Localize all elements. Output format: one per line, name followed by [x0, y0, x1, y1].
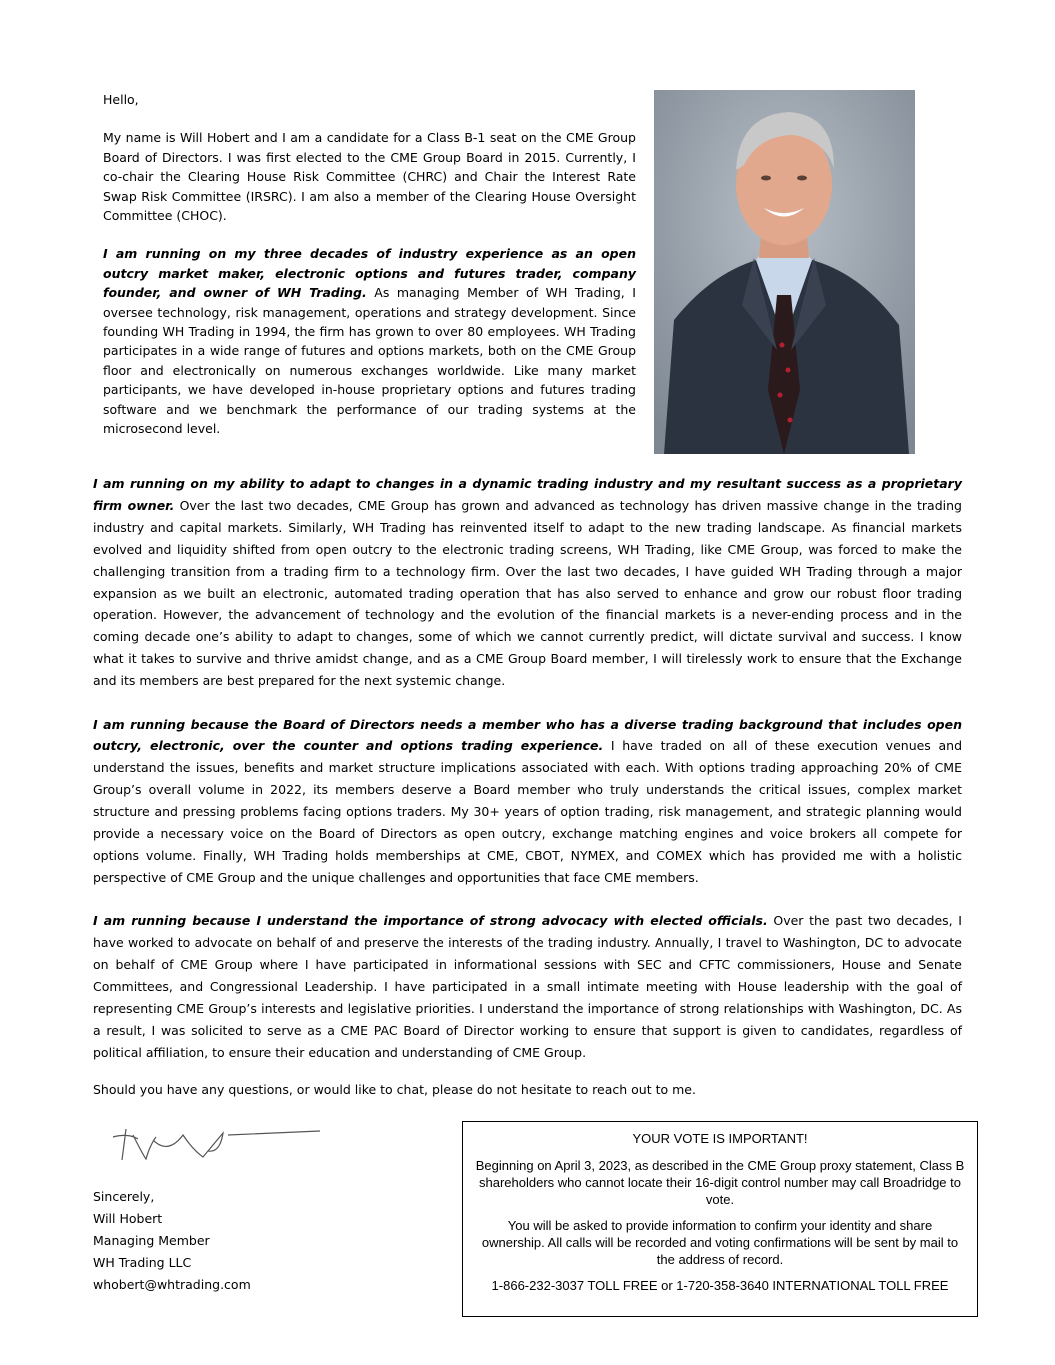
sincerely: Sincerely, — [93, 1189, 155, 1204]
portrait-image — [654, 90, 915, 454]
intro-paragraph-2 — [103, 244, 636, 438]
vote-info-box — [462, 1121, 978, 1317]
body-p3-lead: I am running because I understand the importance of strong advocacy with elected officials. — [93, 913, 768, 929]
body-p1-text: Over the last two decades, CME Group has grown and advanced as technology has driven massive change in the trading industry and capital markets. Similarly, WH Trading has reinvented itself to adapt to the new trading landscape. As financial markets evolved and liquidity shifted from open outcry to the electronic trading screens, WH Trading, like CME Group, was forced to make the challenging transition from a trading firm to a technology firm. Over the last two decades, I have guided WH Trading through a major expansion as we built an electronic, automated trading operation that has also served to enhance and grow our robust floor trading operation. However, the advancement of technology and the evolution of the financial markets is a never-ending process and in the coming decade one’s ability to adapt to changes, some of which we cannot currently predict, will dictate survival and success. I know what it takes to survive and thrive amidst change, and as a CME Group Board member, I will tirelessly work to ensure that the Exchange and its members are best prepared for the next systemic change. — [93, 497, 962, 689]
signer-company: WH Trading LLC — [93, 1254, 192, 1270]
body-paragraph-3 — [93, 910, 962, 1063]
signoff-block — [93, 1186, 251, 1296]
intro-paragraph-1: My name is Will Hobert and I am a candidate for a Class B-1 seat on the CME Group Board of Directors. I was first elected to the CME Group Board in 2015. Currently, I co-chair the Clearing House Risk Committee (CHRC) and Chair the Interest Rate Swap Risk Committee (IRSRC). I am also a member of the Clearing House Oversight Committee (CHOC). — [103, 130, 636, 224]
vote-box-phone-numbers: 1-866-232-3037 TOLL FREE or 1-720-358-3640 INTERNATIONAL TOLL FREE — [491, 1278, 949, 1293]
closing-line: Should you have any questions, or would like to chat, please do not hesitate to reach out to me. — [93, 1082, 696, 1097]
body-section — [93, 473, 962, 1085]
signer-title: Managing Member — [93, 1232, 210, 1248]
body-p3-text: Over the past two decades, I have worked to advocate on behalf of and preserve the interests of the trading industry. Annually, I travel to Washington, DC to advocate on behalf of CME Group where I have participated in informational sessions with SEC and CFTC commissioners, House and Senate Committees, and Congressional Leadership. I have participated in a small intimate meeting with House leadership with the goal of representing CME Group’s interests and legislative priorities. I understand the importance of strong relationships with Washington, DC. As a result, I was solicited to serve as a CME PAC Board of Director working to ensure that support is given to candidates, regardless of political affiliation, to ensure their education and understanding of CME Group. — [93, 913, 962, 1060]
vote-box-paragraph-1: Beginning on April 3, 2023, as described in the CME Group proxy statement, Class B shareholders who cannot locate their 16-digit control number may call Broadridge to vote. — [475, 1158, 965, 1207]
intro-p2-lead: I am running on my three decades of industry experience as an open outcry market maker, electronic options and futures trader, company founder, and owner of WH Trading. — [103, 246, 636, 301]
vote-box-title: YOUR VOTE IS IMPORTANT! — [632, 1131, 808, 1146]
vote-box-paragraph-2: You will be asked to provide information to confirm your identity and share ownership. All calls will be recorded and voting confirmations will be sent by mail to the address of record. — [481, 1218, 959, 1267]
signer-name: Will Hobert — [93, 1210, 163, 1226]
intro-p2-text: As managing Member of WH Trading, I oversee technology, risk management, operations and strategy development. Since founding WH Trading in 1994, the firm has grown to over 80 employees. WH Trading participates in a wide range of futures and options markets, both on the CME Group floor and electronically on numerous exchanges worldwide. Like many market participants, we have developed in-house proprietary options and futures trading software and we benchmark the performance of our trading systems at the microsecond level. — [103, 285, 636, 437]
body-paragraph-2 — [93, 714, 962, 889]
body-p1-lead: I am running on my ability to adapt to changes in a dynamic trading industry and my resultant success as a proprietary firm owner. — [93, 476, 962, 513]
body-paragraph-1 — [93, 473, 962, 692]
signature-image — [108, 1115, 323, 1165]
body-p2-text: I have traded on all of these execution venues and understand the issues, benefits and market structure implications associated with each. With options trading approaching 20% of CME Group’s overall volume in 2022, its members deserve a Board member who truly understands the critical issues, complex market structure and pressing problems facing options traders. My 30+ years of option trading, risk management, and strategic planning would provide a necessary voice on the Board of Directors as open outcry, exchange matching engines and voice brokers all compete for options volume. Finally, WH Trading holds memberships at CME, CBOT, NYMEX, and COMEX which has provided me with a holistic perspective of CME Group and the unique challenges and opportunities that face CME members. — [93, 738, 962, 885]
intro-section — [103, 90, 636, 458]
signer-email[interactable]: whobert@whtrading.com — [93, 1276, 251, 1292]
body-p2-lead: I am running because the Board of Directors needs a member who has a diverse trading background that includes open outcry, electronic, over the counter and options trading experience. — [93, 716, 962, 754]
greeting: Hello, — [103, 92, 139, 107]
candidate-photo — [654, 90, 915, 454]
